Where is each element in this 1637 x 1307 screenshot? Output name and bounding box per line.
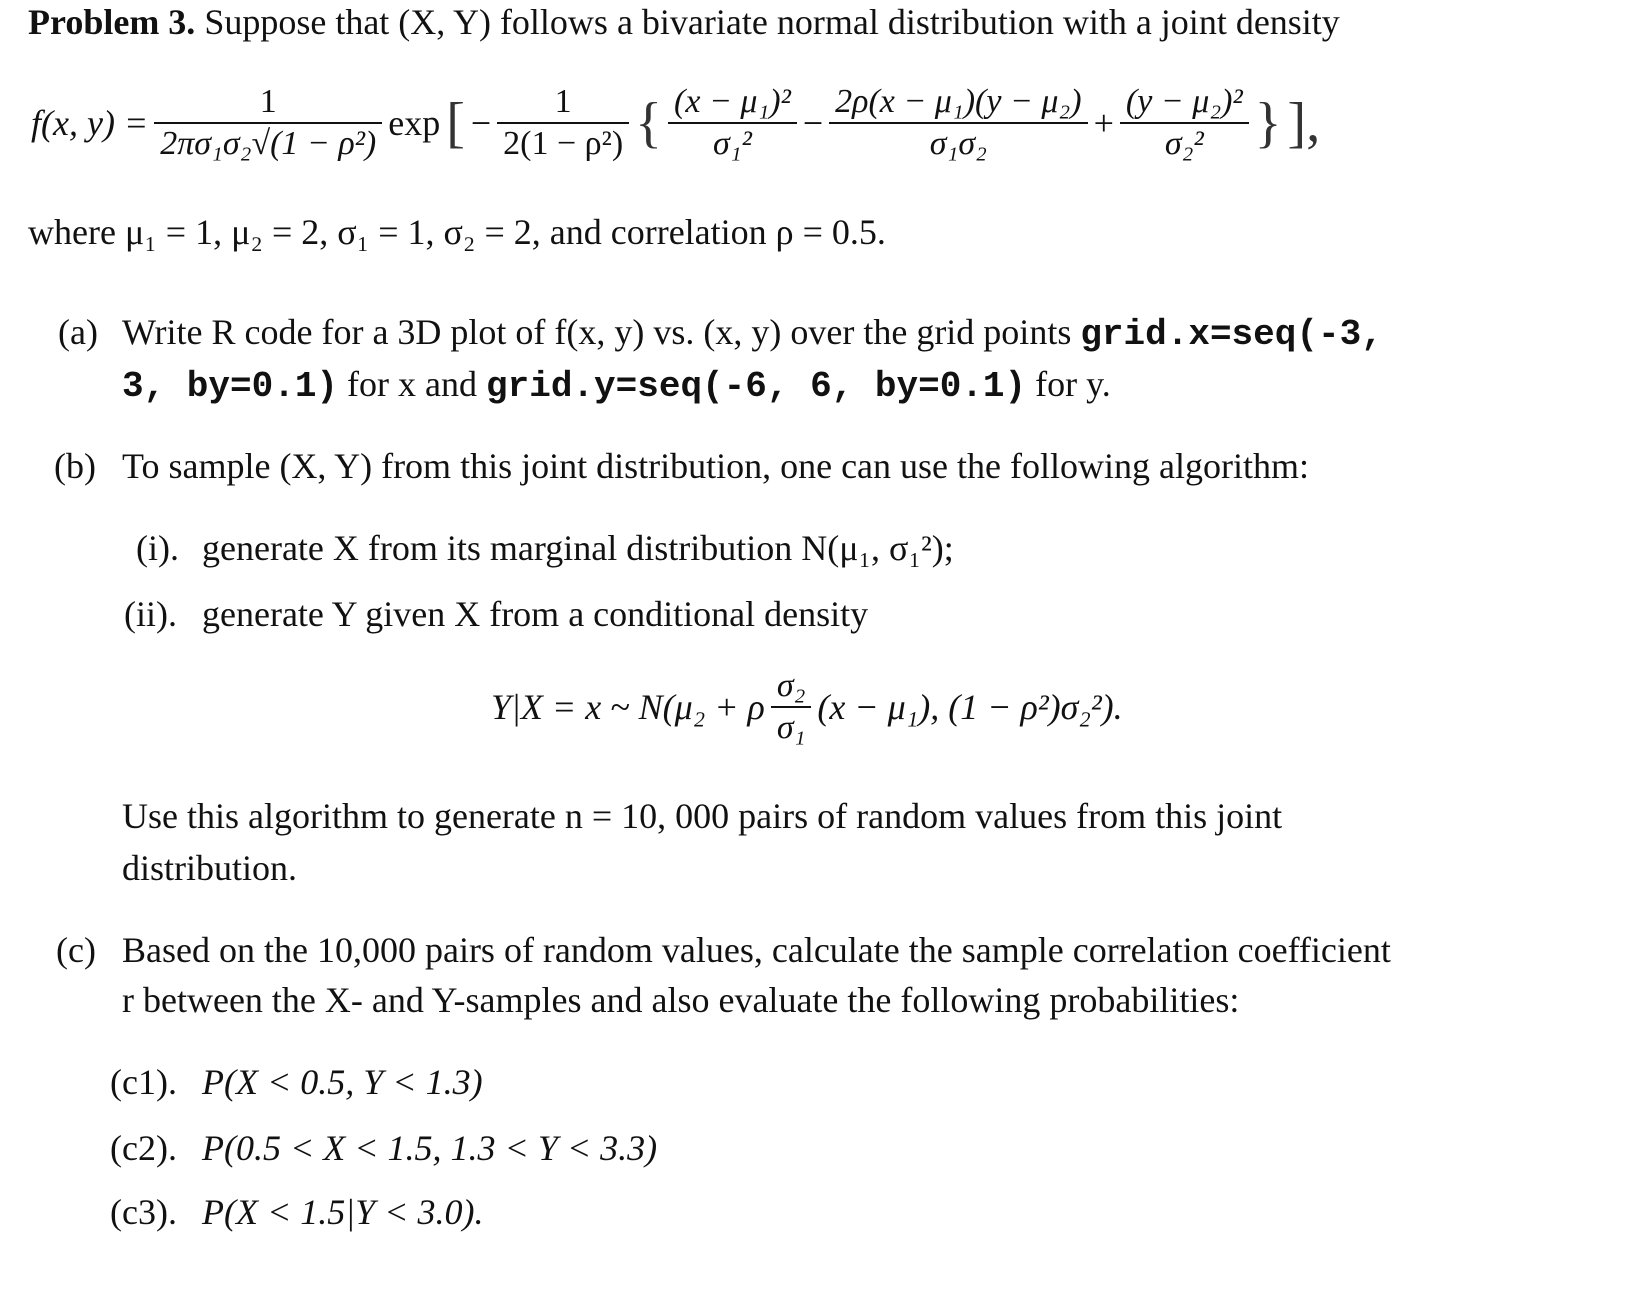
c2-label: (c2). <box>110 1128 177 1168</box>
term1-fraction <box>668 82 797 164</box>
parameters-line: where μ₁ = 1, μ₂ = 2, σ₁ = 1, σ₂ = 2, and correlation ρ = 0.5. <box>28 212 886 252</box>
part-b-text: To sample (X, Y) from this joint distribution, one can use the following algorithm: <box>122 446 1309 486</box>
part-b-label: (b) <box>54 446 96 486</box>
part-c-text1: Based on the 10,000 pairs of random values, calculate the sample correlation coefficient <box>122 930 1391 970</box>
cond-num: σ₂ <box>776 667 806 704</box>
part-a-line1 <box>122 310 1383 357</box>
cond-fraction <box>771 666 812 748</box>
right-brace: } <box>1254 92 1282 154</box>
part-b-use-line1: Use this algorithm to generate n = 10, 000 pairs of random values from this joint <box>122 796 1283 836</box>
term1-den: σ₁² <box>713 125 752 162</box>
cond-den: σ₁ <box>776 709 806 746</box>
left-brace: { <box>635 92 663 154</box>
problem-label: Problem 3. <box>28 2 196 42</box>
term3-num: (y − μ₂)² <box>1125 83 1243 120</box>
part-c-text2: r between the X- and Y-samples and also evaluate the following probabilities: <box>122 980 1240 1020</box>
term2-fraction <box>829 82 1087 164</box>
coef-den: 2πσ₁σ₂√(1 − ρ²) <box>160 125 377 162</box>
coef-num: 1 <box>259 83 277 120</box>
problem-intro-text: Suppose that (X, Y) follows a bivariate normal distribution with a joint density <box>204 2 1340 42</box>
c3-label: (c3). <box>110 1192 177 1232</box>
c1-label: (c1). <box>110 1062 177 1102</box>
inner-den: 2(1 − ρ²) <box>503 125 624 162</box>
step1-label: (i). <box>136 528 179 568</box>
part-c-label: (c) <box>56 930 96 970</box>
part-a-label: (a) <box>58 312 98 352</box>
exp-label: exp <box>388 103 441 143</box>
part-b-use-line2: distribution. <box>122 848 298 888</box>
term1-num: (x − μ₁)² <box>674 83 791 120</box>
c3-expr: P(X < 1.5|Y < 3.0). <box>202 1192 484 1232</box>
term3-fraction <box>1120 82 1249 164</box>
inner-num: 1 <box>554 83 572 120</box>
step2-text: generate Y given X from a conditional density <box>202 594 869 634</box>
cond-rhs: (x − μ₁), (1 − ρ²)σ₂²). <box>817 687 1123 727</box>
term2-num: 2ρ(x − μ₁)(y − μ₂) <box>835 83 1082 120</box>
part-a-text3: for y. <box>1035 364 1111 404</box>
inner-fraction <box>497 82 629 164</box>
part-a-text1: Write R code for a 3D plot of f(x, y) vs. (x, y) over the grid points <box>122 312 1072 352</box>
term2-den: σ₁σ₂ <box>929 125 987 162</box>
part-a-code1b: 3, by=0.1) <box>122 366 339 407</box>
term3-den: σ₂² <box>1164 125 1204 162</box>
part-a-text2: for x and <box>347 364 478 404</box>
right-bracket: ], <box>1287 92 1321 154</box>
density-formula: f(x, y) = $\frac{1}{\text{2πσ₁σ₂√(1 − ρ²)}}$ exp [ − $\frac{1}{\text{2(1 − ρ²)}}$ { $\frac{\text{(x − μ₁)²}}{\text{σ₁²}}$ − $\frac{\text{2ρ(x − μ₁)(y − μ₂)}}{\text{σ₁σ₂}}$ + $\frac{\text{(y − μ₂)²}}{\text{σ₂²}}$ } ], <box>31 83 1321 162</box>
part-a-code2: grid.y=seq(-6, 6, by=0.1) <box>486 366 1027 407</box>
plus-sign: + <box>1093 103 1114 143</box>
cond-lhs: Y|X = x ~ N(μ₂ + ρ <box>491 687 765 727</box>
left-bracket: [ <box>446 92 465 154</box>
coef-fraction <box>154 82 382 164</box>
c2-expr: P(0.5 < X < 1.5, 1.3 < Y < 3.3) <box>202 1128 658 1168</box>
c1-expr: P(X < 0.5, Y < 1.3) <box>202 1062 483 1102</box>
part-a-code1: grid.x=seq(-3, <box>1080 314 1383 355</box>
problem-intro <box>28 0 1340 44</box>
minus-sign: − <box>802 103 824 143</box>
part-a-line2 <box>122 362 1111 409</box>
step1-text: generate X from its marginal distribution N(μ₁, σ₁²); <box>202 528 954 568</box>
step2-label: (ii). <box>124 594 177 634</box>
density-lhs: f(x, y) = <box>31 103 149 143</box>
conditional-formula <box>488 666 1126 748</box>
